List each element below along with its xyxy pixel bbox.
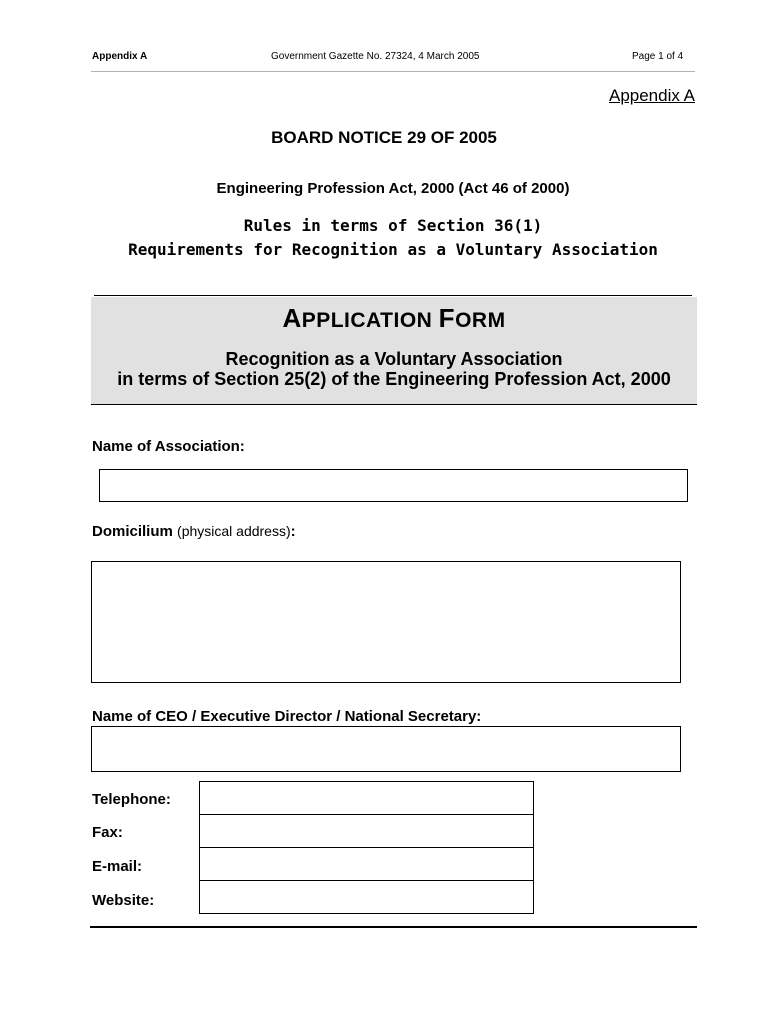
header-left: Appendix A [92,51,148,62]
name-of-association-field[interactable] [99,469,688,502]
name-of-association-label: Name of Association: [92,438,245,455]
title-cap-a: A [282,303,302,333]
domicilium-field[interactable] [91,561,681,683]
domicilium-colon: : [290,523,296,540]
header-page-number: Page 1 of 4 [632,51,684,62]
telephone-field[interactable] [199,781,534,815]
act-title: Engineering Profession Act, 2000 (Act 46 of 2000) [216,180,570,197]
board-notice-title: BOARD NOTICE 29 OF 2005 [271,128,497,147]
telephone-label: Telephone: [92,791,171,808]
fax-field[interactable] [199,814,534,848]
subtitle-line-1: Recognition as a Voluntary Association [225,349,563,369]
appendix-label: Appendix A [608,86,695,105]
email-field[interactable] [199,847,534,881]
application-form-subtitle [91,349,697,389]
application-form-banner [91,297,697,405]
website-field[interactable] [199,880,534,914]
domicilium-label [92,523,296,540]
title-cap-f: F [438,303,456,333]
application-form-title [91,303,697,334]
domicilium-label-text: Domicilium [92,523,173,540]
fax-label: Fax: [92,824,123,841]
title-small-1: PPLICATION [301,309,439,332]
banner-top-rule [94,295,692,296]
header-divider [91,71,695,72]
website-label: Website: [92,892,155,909]
subtitle-line-2: in terms of Section 25(2) of the Engineering Profession Act, 2000 [117,369,671,389]
bottom-divider [90,926,697,928]
ceo-name-field[interactable] [91,726,681,772]
rules-heading [0,214,768,262]
header-center: Government Gazette No. 27324, 4 March 2005 [271,51,480,62]
title-small-2: ORM [455,309,506,332]
rules-line-1: Rules in terms of Section 36(1) [243,216,543,235]
domicilium-note: (physical address) [177,523,291,539]
ceo-name-label: Name of CEO / Executive Director / National Secretary: [92,708,482,725]
rules-line-2: Requirements for Recognition as a Voluntary Association [128,240,658,259]
email-label: E-mail: [92,858,143,875]
